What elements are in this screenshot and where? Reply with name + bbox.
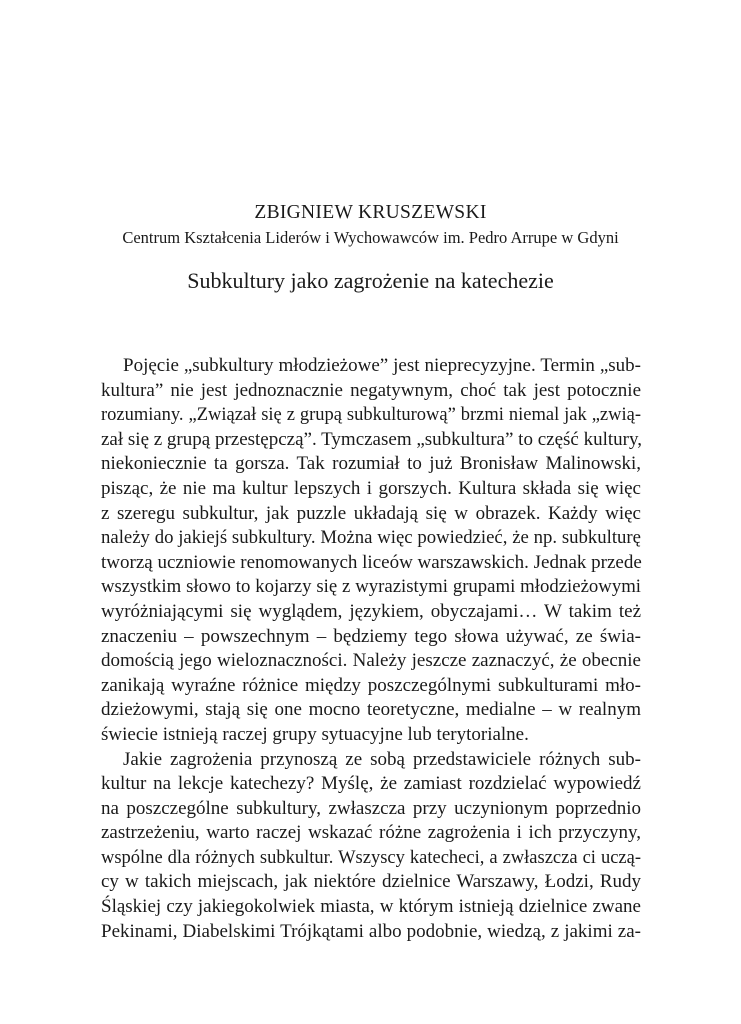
- text-line: pisząc, że nie ma kultur lepszych i gorszych. Kultura składa się więc: [101, 477, 641, 499]
- text-line: kultura” nie jest jednoznacznie negatywnym, choć tak jest potocznie: [101, 379, 641, 401]
- text-line: niekoniecznie ta gorsza. Tak rozumiał to już Bronisław Malinowski,: [101, 453, 641, 475]
- text-line: wspólne dla różnych subkultur. Wszyscy katecheci, a zwłaszcza ci uczą-: [101, 847, 641, 868]
- text-line: zał się z grupą przestępczą”. Tymczasem „subkultura” to część kultury,: [101, 428, 642, 450]
- text-line: zanikają wyraźne różnice między poszczególnymi subkulturami mło-: [101, 674, 641, 696]
- text-line: Śląskiej czy jakiegokolwiek miasta, w którym istnieją dzielnice zwane: [101, 896, 641, 918]
- text-line: kultur na lekcje katechezy? Myślę, że zamiast rozdzielać wypowiedź: [101, 773, 641, 795]
- text-line: cy w takich miejscach, jak niektóre dzielnice Warszawy, Łodzi, Rudy: [101, 871, 641, 893]
- text-line: Pojęcie „subkultury młodzieżowe” jest nieprecyzyjne. Termin „sub-: [123, 355, 641, 376]
- text-line: domością jego wieloznaczności. Należy jeszcze zaznaczyć, że obecnie: [101, 650, 641, 672]
- text-line: zastrzeżeniu, warto raczej wskazać różne zagrożenia i ich przyczyny,: [101, 822, 641, 844]
- text-line: należy do jakiejś subkultury. Można więc powiedzieć, że np. subkulturę: [101, 527, 641, 549]
- text-line: rozumiany. „Związał się z grupą subkulturową” brzmi niemal jak „zwią-: [101, 405, 641, 426]
- article-title: Subkultury jako zagrożenie na katechezie: [187, 268, 554, 293]
- text-line: z szeregu subkultur, jak puzzle układają się w obrazek. Każdy więc: [101, 502, 641, 524]
- text-line: Pekinami, Diabelskimi Trójkątami albo podobnie, wiedzą, z jakimi za-: [101, 920, 641, 942]
- text-line: wyróżniającymi się wyglądem, językiem, obyczajami… W takim też: [101, 600, 641, 622]
- text-line: świecie istnieją raczej grupy sytuacyjne lub terytorialne.: [101, 723, 529, 745]
- text-line: znaczeniu – powszechnym – będziemy tego słowa używać, ze świa-: [101, 625, 641, 647]
- paragraph-2: [101, 748, 641, 945]
- author-name: ZBIGNIEW KRUSZEWSKI: [254, 202, 487, 223]
- text-line: dzieżowymi, stają się one mocno teoretyczne, medialne – w realnym: [101, 699, 641, 721]
- article-body: [101, 354, 641, 944]
- text-line: tworzą uczniowie renomowanych liceów warszawskich. Jednak przede: [101, 551, 642, 573]
- text-line: wszystkim słowo to kojarzy się z wyrazistymi grupami młodzieżowymi: [101, 576, 641, 598]
- author-affiliation: Centrum Kształcenia Liderów i Wychowawców im. Pedro Arrupe w Gdyni: [122, 228, 619, 247]
- text-line: Jakie zagrożenia przynoszą ze sobą przedstawiciele różnych sub-: [123, 748, 641, 770]
- paragraph-1: [101, 354, 641, 748]
- text-line: na poszczególne subkultury, zwłaszcza przy uczynionym poprzednio: [101, 797, 641, 819]
